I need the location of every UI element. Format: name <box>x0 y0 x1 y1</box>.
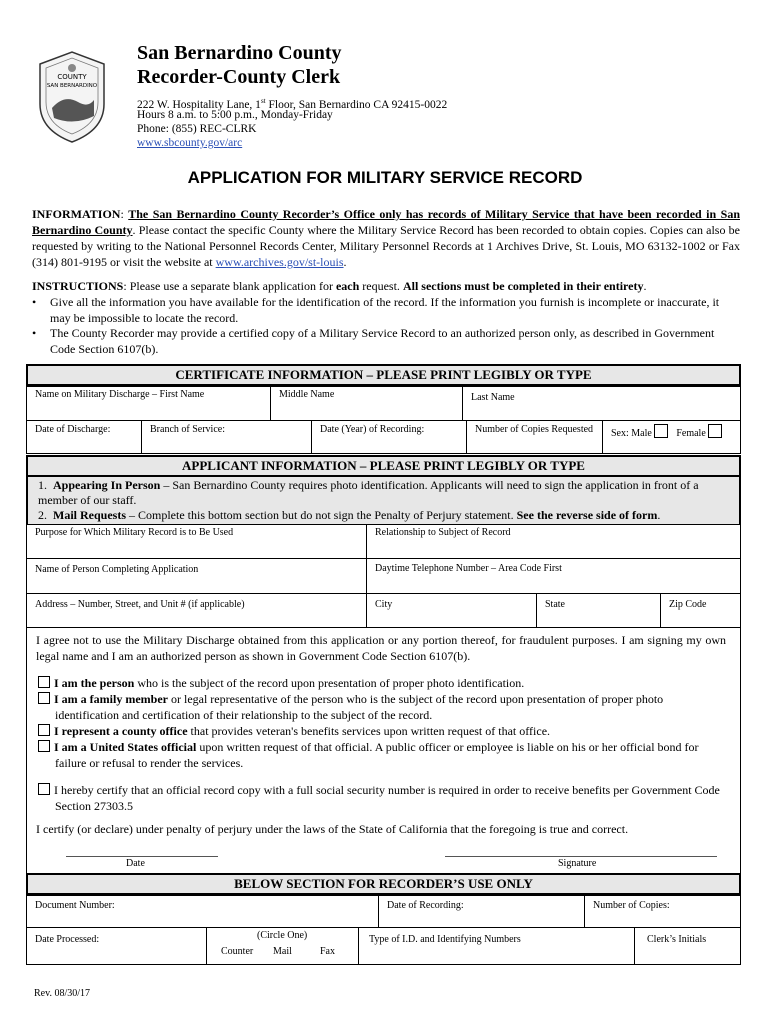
circle-one-label: (Circle One) <box>257 930 308 941</box>
document-number-field: Document Number: <box>27 895 379 928</box>
information-paragraph: INFORMATION: The San Bernardino County Recorder’s Office only has records of Military Service that have been recorded in San Bernardino County. Please contact the specific County where the Military Service Record has been recorded to obtain copies. Copies can also be requested by writing to the National Personnel Records Center, Military Personnel Records at 1 Archives Drive, St. Louis, MO 63132-1002 or Fax (314) 801-9195 or visit the website at www.archives.gov/st-louis. <box>32 207 740 269</box>
seal-text-county: COUNTY <box>57 73 87 81</box>
date-processed-field: Date Processed: <box>27 928 207 964</box>
date-of-discharge-field[interactable]: Date of Discharge: <box>27 421 142 453</box>
us-official-checkbox[interactable] <box>38 740 50 752</box>
purpose-field[interactable]: Purpose for Which Military Record is to Be Used <box>27 524 367 559</box>
date-recording-field: Date of Recording: <box>379 895 585 928</box>
applicant-heading: APPLICANT INFORMATION – PLEASE PRINT LEGIBLY OR TYPE <box>26 455 741 477</box>
org-name-line2: Recorder-County Clerk <box>137 66 341 88</box>
perjury-statement: I certify (or declare) under penalty of perjury under the laws of the State of California that the foregoing is true and correct. <box>36 822 629 836</box>
circle-one-field <box>207 928 359 964</box>
website-link[interactable]: www.sbcounty.gov/arc <box>137 137 243 149</box>
signature-label: Signature <box>558 858 597 869</box>
copies-requested-field[interactable]: Number of Copies Requested <box>467 421 603 453</box>
branch-of-service-field[interactable]: Branch of Service: <box>142 421 312 453</box>
clerk-initials-field: Clerk’s Initials <box>647 934 707 945</box>
first-name-field[interactable]: Name on Military Discharge – First Name <box>27 386 271 421</box>
recorder-heading: BELOW SECTION FOR RECORDER’S USE ONLY <box>26 873 741 895</box>
city-field[interactable]: City <box>367 594 537 627</box>
id-type-field: Type of I.D. and Identifying Numbers <box>359 928 635 964</box>
seal-text-name: SAN BERNARDINO <box>46 83 98 89</box>
date-label: Date <box>126 858 145 869</box>
relationship-field[interactable]: Relationship to Subject of Record <box>367 524 740 559</box>
revision-date: Rev. 08/30/17 <box>34 988 91 999</box>
family-checkbox[interactable] <box>38 692 50 704</box>
option-us-official: I am a United States official upon written request of that official. A public officer or employee is liable on his or her official bond for failure or refusal to render the services. <box>38 739 725 771</box>
agreement-text: I agree not to use the Military Discharge obtained from this application or any portion thereof, for fraudulent purposes. I am signing my own legal name and I am an authorized person as shown in Government Code Section 6107(b). <box>36 633 726 663</box>
fax-option: Fax <box>320 946 335 957</box>
counter-option: Counter <box>221 946 254 957</box>
person-completing-field[interactable]: Name of Person Completing Application <box>27 559 367 594</box>
date-of-recording-field[interactable]: Date (Year) of Recording: <box>312 421 467 453</box>
archives-link[interactable]: www.archives.gov/st-louis <box>215 255 344 269</box>
date-line[interactable] <box>66 856 218 857</box>
ssn-certification: I hereby certify that an official record copy with a full social security number is required in order to receive benefits per Government Code Section 27303.5 <box>38 782 725 814</box>
female-label: Female <box>676 428 706 439</box>
applicant-instruction-1: 1. Appearing In Person – San Bernardino County requires photo identification. Applicants will need to sign the application in front of a member of our staff. <box>38 478 699 507</box>
instruction-bullet-2: • The County Recorder may provide a certified copy of a Military Service Record to an authorized person only, as described in Government Code Section 6107(b). <box>32 326 715 356</box>
number-copies-field: Number of Copies: <box>585 895 740 928</box>
state-field[interactable]: State <box>537 594 661 627</box>
middle-name-field[interactable]: Middle Name <box>271 386 463 421</box>
daytime-phone-field[interactable]: Daytime Telephone Number – Area Code First <box>367 559 740 594</box>
option-person: I am the person who is the subject of the record upon presentation of proper photo identification. <box>38 675 728 691</box>
last-name-field[interactable]: Last Name <box>463 386 740 421</box>
mail-option: Mail <box>273 946 292 957</box>
option-county-office: I represent a county office that provides veteran's benefits services upon written request of that office. <box>38 723 728 739</box>
instruction-bullet-1: • Give all the information you have available for the identification of the record. If the information you furnish is incomplete or inaccurate, it may be impossible to locate the record. <box>32 295 720 325</box>
county-office-checkbox[interactable] <box>38 724 50 736</box>
applicant-instruction-2: 2. Mail Requests – Complete this bottom section but do not sign the Penalty of Perjury statement. See the reverse side of form. <box>38 508 661 522</box>
sex-field <box>603 421 740 453</box>
zip-field[interactable]: Zip Code <box>669 599 707 610</box>
female-checkbox[interactable] <box>708 424 722 438</box>
address-field[interactable]: Address – Number, Street, and Unit # (if applicable) <box>27 594 367 627</box>
person-checkbox[interactable] <box>38 676 50 688</box>
option-family: I am a family member or legal representative of the person who is the subject of the record upon presentation of proper photo identification and certification of their relationship to the subject of the record. <box>38 691 725 723</box>
signature-line[interactable] <box>445 856 717 857</box>
male-checkbox[interactable] <box>654 424 668 438</box>
sex-male-label: Sex: Male <box>611 428 652 439</box>
instructions-paragraph: INSTRUCTIONS: Please use a separate blank application for each request. All sections must be completed in their entirety. <box>32 279 647 293</box>
form-title: APPLICATION FOR MILITARY SERVICE RECORD <box>187 168 583 187</box>
org-name-line1: San Bernardino County <box>137 42 342 64</box>
certificate-heading: CERTIFICATE INFORMATION – PLEASE PRINT LEGIBLY OR TYPE <box>26 364 741 386</box>
office-phone: Phone: (855) REC-CLRK <box>137 123 257 135</box>
ssn-checkbox[interactable] <box>38 783 50 795</box>
office-hours: Hours 8 a.m. to 5:00 p.m., Monday-Friday <box>137 109 333 121</box>
county-seal <box>34 46 110 146</box>
office-address: 222 W. Hospitality Lane, 1st Floor, San Bernardino CA 92415-0022 <box>137 97 448 111</box>
